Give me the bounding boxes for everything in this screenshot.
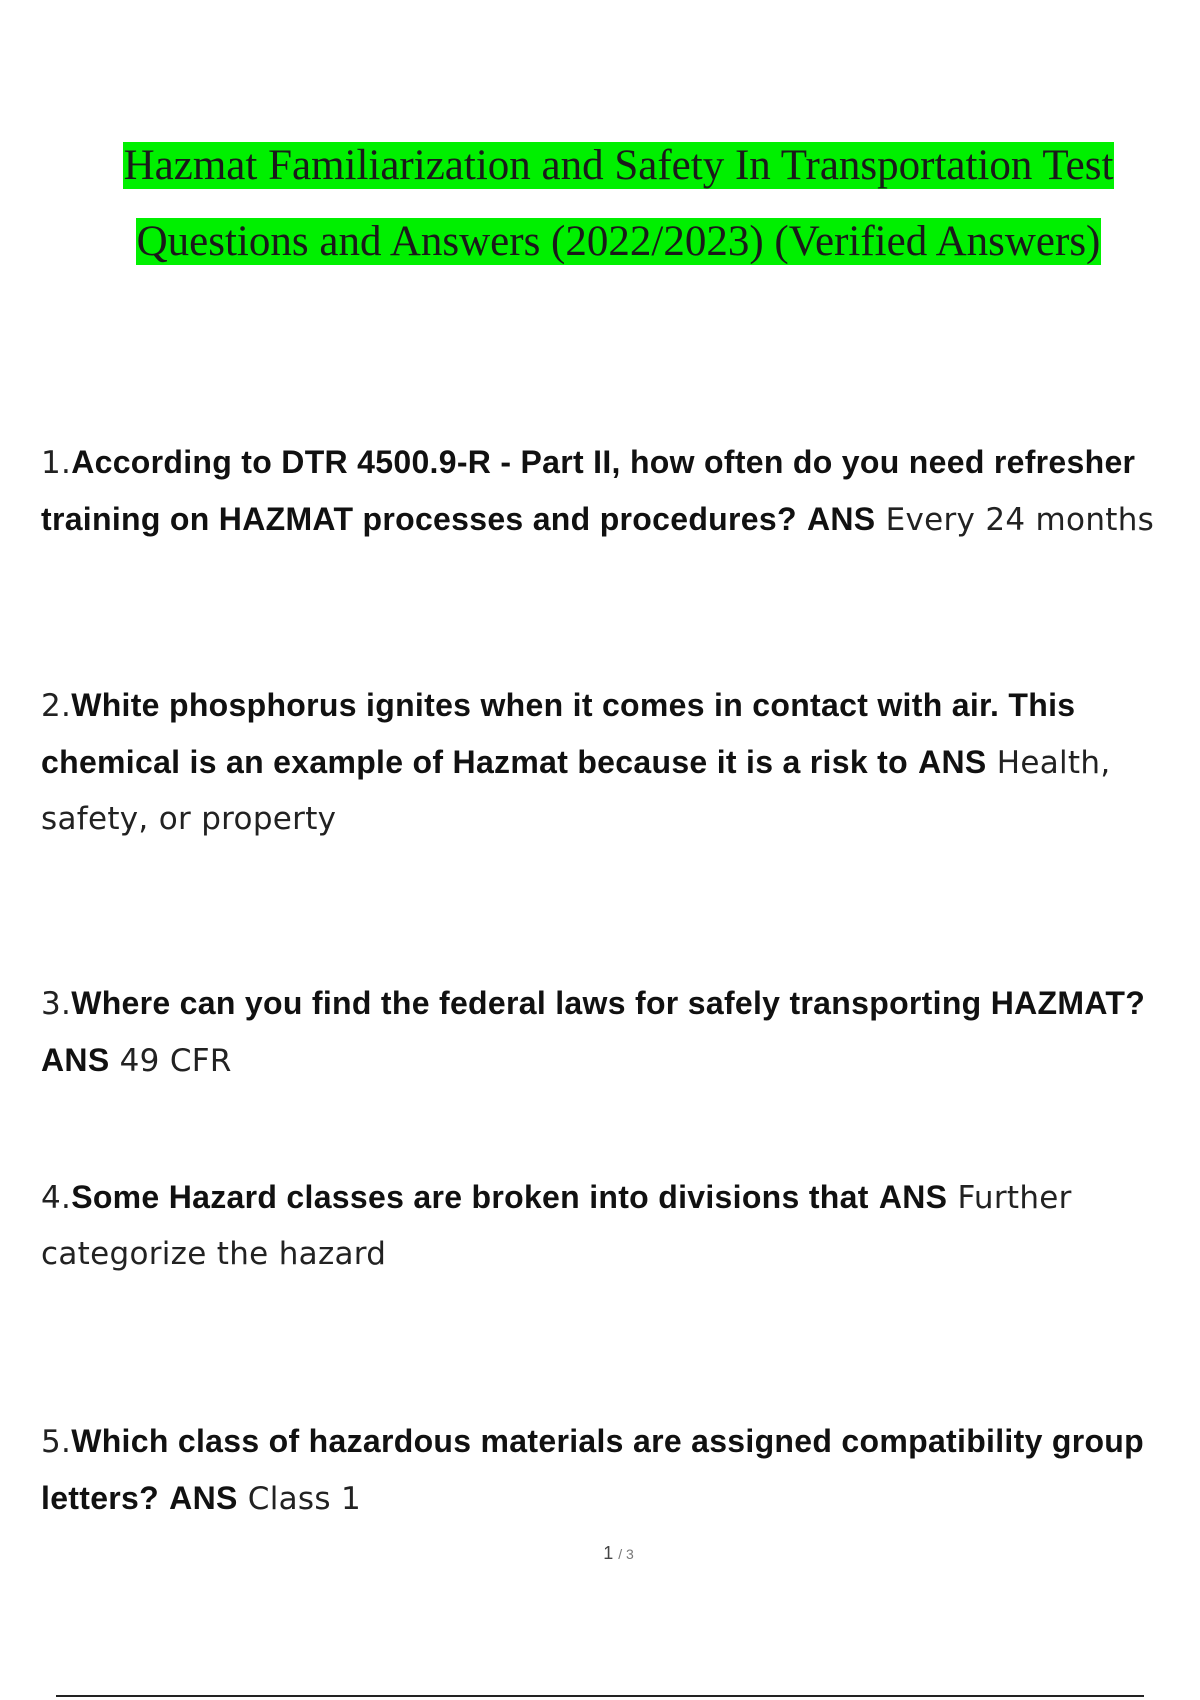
page-current: 1 [603,1543,614,1563]
question-item [41,434,1181,548]
document-title [0,128,1200,280]
question-item [41,677,1181,847]
question-number: 2. [41,688,72,724]
question-number: 3. [41,986,72,1022]
question-text: Which class of hazardous materials are assigned compatibility group letters? [41,1423,1145,1516]
answer-text: Further categorize the hazard [41,1180,1072,1272]
footer-divider [56,1695,1144,1697]
answer-label: ANS [169,1480,238,1516]
question-text: White phosphorus ignites when it comes in contact with air. This chemical is an example of Hazmat because it is a risk to [41,687,1076,780]
title-line-1: Hazmat Familiarization and Safety In Transportation Test [123,142,1114,189]
answer-text: Health, safety, or property [41,745,1111,837]
page-total: / 3 [618,1546,634,1562]
question-item [41,1169,1181,1282]
answer-text: 49 CFR [119,1043,232,1079]
answer-label: ANS [918,744,987,780]
question-number: 4. [41,1180,72,1216]
question-text: Some Hazard classes are broken into divisions that [71,1179,869,1215]
answer-label: ANS [806,501,876,537]
title-line-2: Questions and Answers (2022/2023) (Verified Answers) [136,218,1101,265]
answer-text: Class 1 [247,1481,362,1517]
question-item [41,1413,1181,1527]
answer-label: ANS [41,1042,110,1078]
page-indicator [0,1543,1200,1564]
question-number: 5. [41,1424,72,1460]
question-number: 1. [41,445,72,481]
answer-text: Every 24 months [885,502,1155,538]
question-item [41,975,1181,1089]
answer-label: ANS [878,1179,948,1215]
question-text: According to DTR 4500.9-R - Part II, how often do you need refresher training on HAZMAT processes and procedures? [41,444,1136,537]
question-text: Where can you find the federal laws for safely transporting HAZMAT? [71,985,1146,1021]
